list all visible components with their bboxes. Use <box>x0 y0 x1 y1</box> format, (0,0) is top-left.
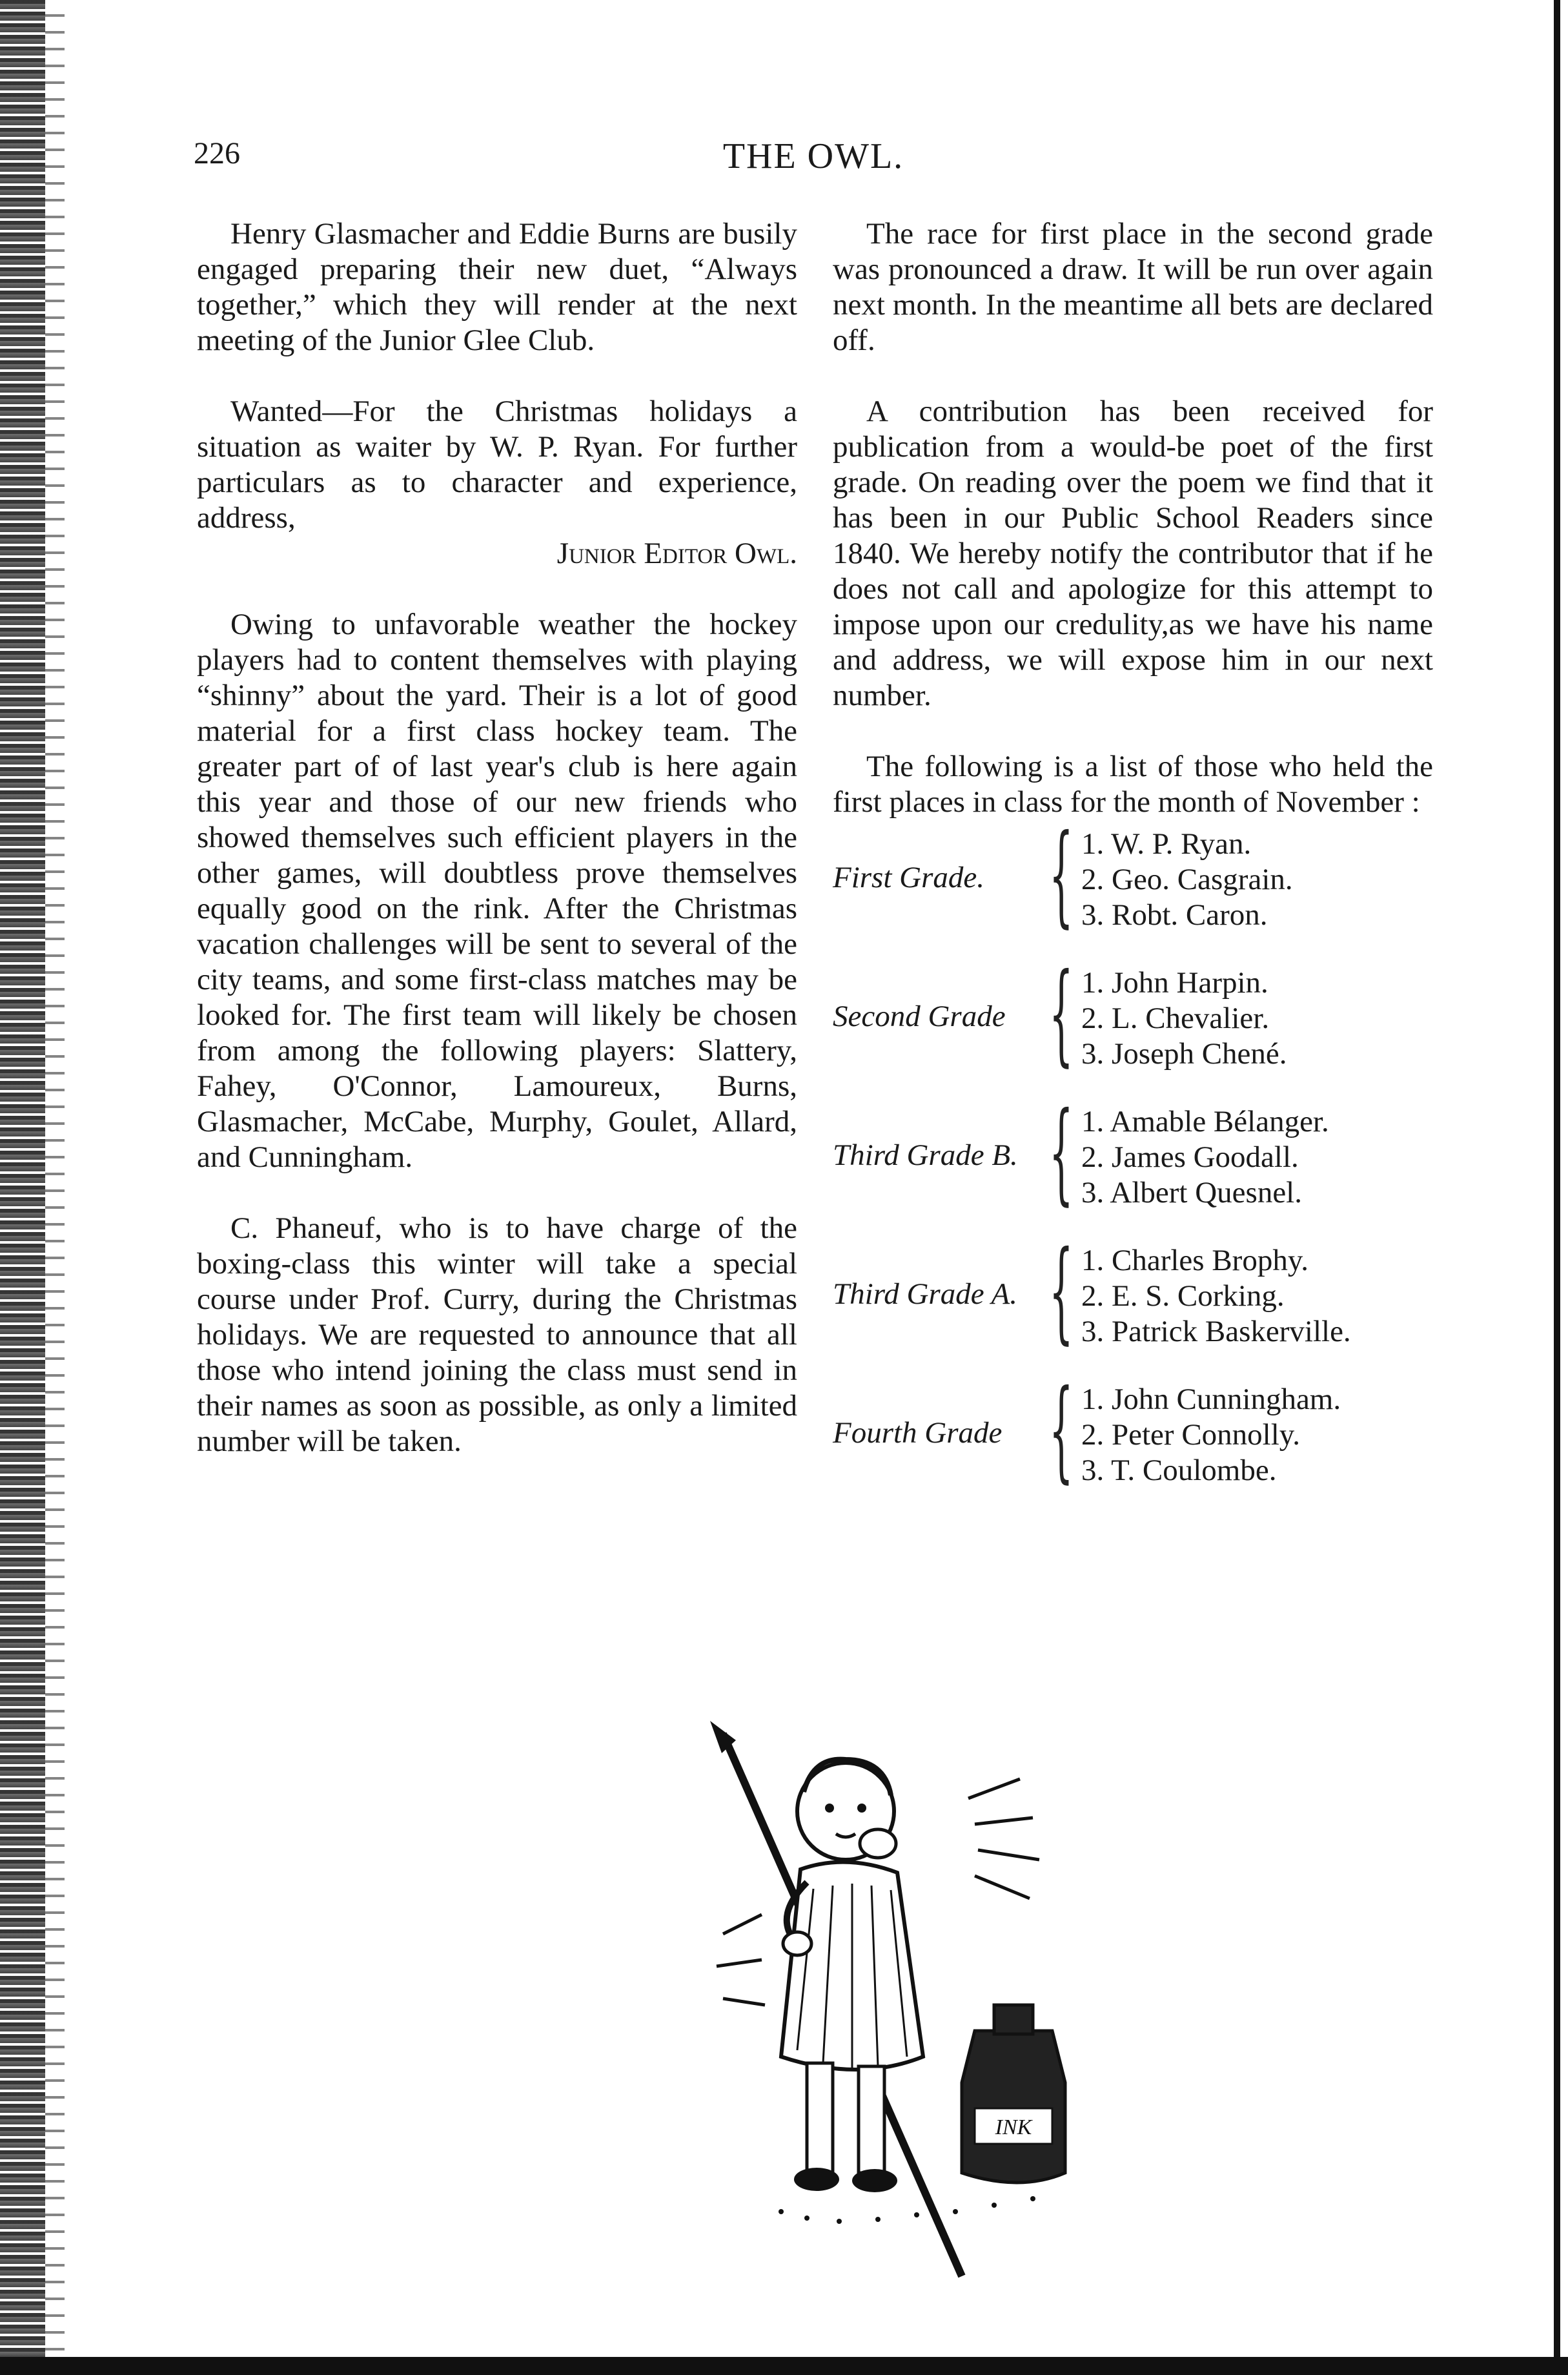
grade-list <box>1081 1382 1341 1488</box>
grade-block <box>833 1228 1433 1355</box>
grade-list <box>1081 1243 1351 1350</box>
brace: { <box>1049 1366 1074 1494</box>
grade-block <box>833 1089 1433 1217</box>
page-number: 226 <box>194 136 240 170</box>
brace: { <box>1049 1089 1074 1217</box>
grade-block <box>833 1366 1433 1494</box>
grade-place: 2. L. Chevalier. <box>1081 1002 1270 1035</box>
grade-name: First Grade. <box>833 861 984 894</box>
ink-bottle <box>962 2031 1065 2183</box>
grade-place: 3. Robt. Caron. <box>1081 898 1268 932</box>
grade-place: 3. Albert Quesnel. <box>1081 1176 1302 1209</box>
page-header <box>194 136 1433 187</box>
grade-name: Third Grade A. <box>833 1277 1017 1311</box>
journal-title: THE OWL. <box>722 136 904 176</box>
grade-place: 1. Charles Brophy. <box>1081 1244 1309 1277</box>
grade-list <box>1081 965 1287 1072</box>
paragraph-contribution: A contribution has been received for publication from a would-be poet of the first grade. On reading over the poem we find that it has been in our Public School Readers since 1840. We hereby notify the contributor that if he does not call and apologize for this attempt to impose upon our credulity,as we have his name and address, we will expose him in our next number. <box>833 395 1433 712</box>
paragraph-class-list-intro: The following is a list of those who held the first places in class for the month of November : <box>833 750 1433 819</box>
grade-place: 2. Geo. Casgrain. <box>1081 863 1293 896</box>
grade-block <box>833 811 1433 939</box>
grade-place: 1. W. P. Ryan. <box>1081 827 1252 861</box>
brace: { <box>1049 811 1074 939</box>
grade-place: 2. E. S. Corking. <box>1081 1279 1285 1313</box>
grade-name: Third Grade B. <box>833 1138 1018 1172</box>
grade-place: 1. John Cunningham. <box>1081 1383 1341 1416</box>
brace: { <box>1049 1228 1074 1355</box>
grade-place: 3. Patrick Baskerville. <box>1081 1315 1351 1348</box>
grade-name: Fourth Grade <box>833 1416 1003 1450</box>
scan-edge-left <box>0 0 45 2375</box>
ink-label: INK <box>995 2115 1032 2139</box>
grade-list <box>1081 1104 1329 1211</box>
scan-edge-right <box>1554 0 1560 2375</box>
grade-place: 2. Peter Connolly. <box>1081 1418 1300 1452</box>
paragraph-hockey: Owing to unfavorable weather the hockey players had to content themselves with playing “shinny” about the yard. Their is a lot of good material for a first class hockey team. The greater part of of last year's club is here again this year and those of our new friends who showed themselves such efficient players in the other games, will doubtless prove themselves equally good on the rink. After the Christmas vacation challenges will be sent to several of the city teams, and some first-class matches may be looked for. The first team will likely be chosen from among the following players: Slattery, Fahey, O'Connor, Lamoureux, Burns, Glasmacher, McCabe, Murphy, Goulet, Allard, and Cunningham. <box>197 608 797 1174</box>
grade-name: Second Grade <box>833 1000 1006 1033</box>
grade-block <box>833 950 1433 1078</box>
paragraph-boxing: C. Phaneuf, who is to have charge of the boxing-class this winter will take a special course under Prof. Curry, during the Christmas holidays. We are requested to announce that all those who intend joining the class must send in their names as soon as possible, as only a limited number will be taken. <box>197 1211 797 1458</box>
paragraph-wanted: Wanted—For the Christmas holidays a situation as waiter by W. P. Ryan. For further particulars as to character and experience, address, <box>197 395 797 535</box>
editor-signature: Junior Editor Owl. <box>556 537 797 570</box>
right-column <box>833 216 1433 1521</box>
left-column <box>197 216 797 1495</box>
grade-place: 1. Amable Bélanger. <box>1081 1105 1329 1138</box>
grade-place: 3. Joseph Chené. <box>1081 1037 1287 1071</box>
paragraph-glee-club: Henry Glasmacher and Eddie Burns are busily engaged preparing their new duet, “Always together,” which they will render at the next meeting of the Junior Glee Club. <box>197 217 797 357</box>
paragraph-race: The race for first place in the second grade was pronounced a draw. It will be run over again next month. In the meantime all bets are declared off. <box>833 217 1433 357</box>
child-with-pen-illustration <box>684 1721 1188 2302</box>
scan-edge-left-noise <box>45 0 65 2375</box>
grade-place: 2. James Goodall. <box>1081 1140 1299 1174</box>
grade-place: 3. T. Coulombe. <box>1081 1454 1277 1487</box>
grade-list <box>1081 827 1293 933</box>
scan-edge-bottom <box>0 2357 1568 2375</box>
grade-place: 1. John Harpin. <box>1081 966 1268 1000</box>
brace: { <box>1049 950 1074 1078</box>
